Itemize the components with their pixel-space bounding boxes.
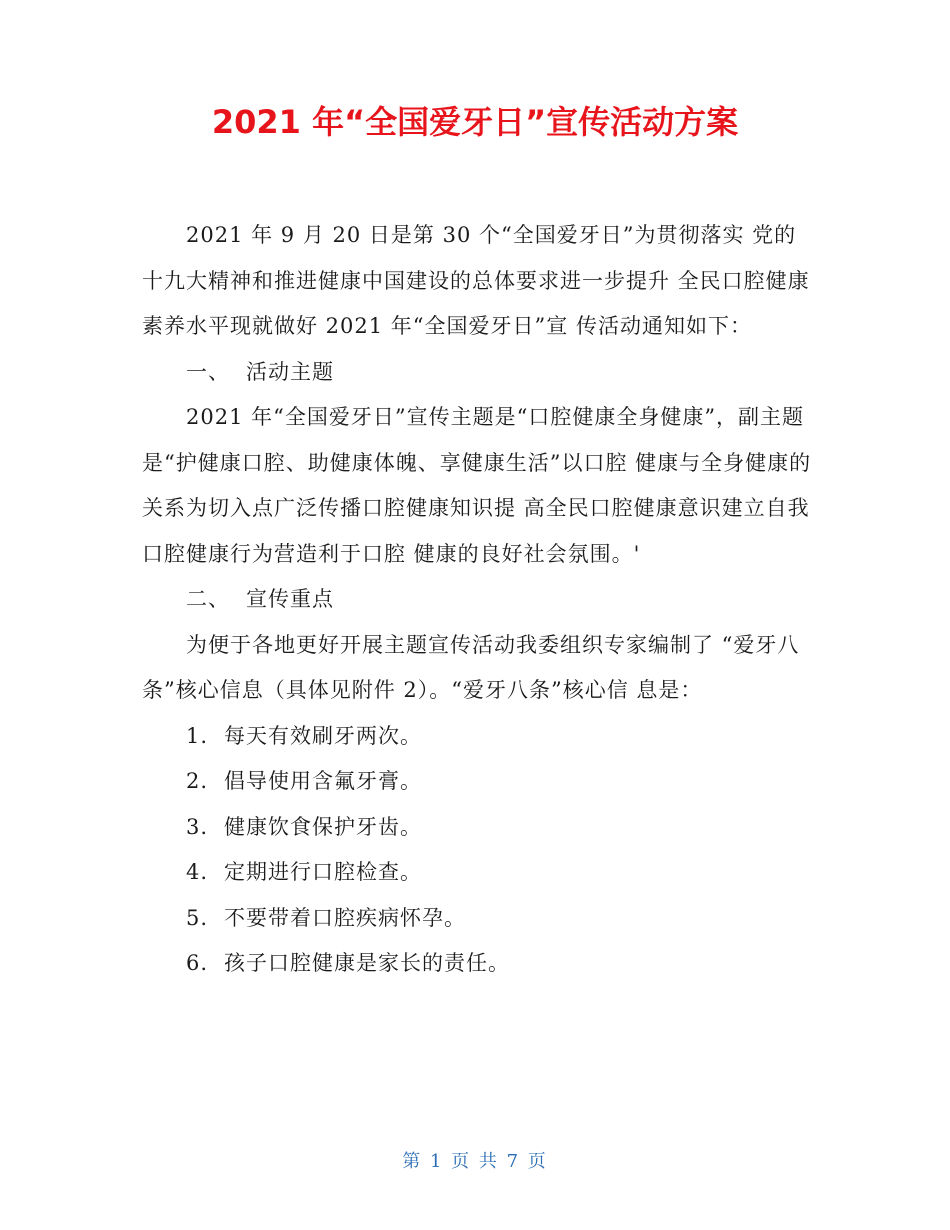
list-item [142,896,812,942]
document-title: 2021 年“全国爱牙日”宣传活动方案 [211,103,739,141]
section-number-2: 二、 [186,587,230,611]
list-item-text: 定期进行口腔检查。 [224,860,422,884]
list-item-text: 健康饮食保护牙齿。 [224,814,422,839]
list-item [142,714,812,760]
list-item-number: 3. [186,814,209,839]
list-item-number: 1. [186,723,209,748]
section-heading-1 [142,350,812,396]
list-item [142,805,812,851]
section-title-2: 宣传重点 [246,587,334,611]
list-item-text: 每天有效刷牙两次。 [224,723,422,748]
list-item [142,941,812,987]
list-item [142,759,812,805]
list-item-number: 2. [186,769,209,793]
section-title-1: 活动主题 [246,359,334,384]
document-body [142,213,812,987]
list-item-number: 6. [186,951,209,975]
section-number-1: 一、 [186,359,230,384]
section-paragraph-2: 为便于各地更好开展主题宣传活动我委组织专家编制了 “爱牙八条”核心信息（具体见附件 2）。“爱牙八条”核心信 息是： [142,632,800,702]
list-item [142,850,812,896]
section-paragraph-1: 2021 年“全国爱牙日”宣传主题是“口腔健康全身健康”，副主题是“护健康口腔、助健康体魄、享健康生活”以口腔 健康与全身健康的关系为切入点广泛传播口腔健康知识提 高全民口腔健康意识建立自我口腔健康行为营造利于口腔 健康的良好社会氛围。' [142,405,812,566]
list-item-text: 倡导使用含氟牙膏。 [224,769,422,793]
list-item-text: 孩子口腔健康是家长的责任。 [224,951,510,975]
list-item-text: 不要带着口腔疾病怀孕。 [224,905,466,930]
list-item-number: 5. [186,905,209,930]
section-heading-2 [142,577,812,623]
list-item-number: 4. [186,860,209,884]
page-footer: 第 1 页 共 7 页 [402,1151,548,1172]
intro-paragraph: 2021 年 9 月 20 日是第 30 个“全国爱牙日”为贯彻落实 党的十九大精神和推进健康中国建设的总体要求进一步提升 全民口腔健康素养水平现就做好 2021 年“全国爱牙日”宣 传活动通知如下： [142,223,810,338]
